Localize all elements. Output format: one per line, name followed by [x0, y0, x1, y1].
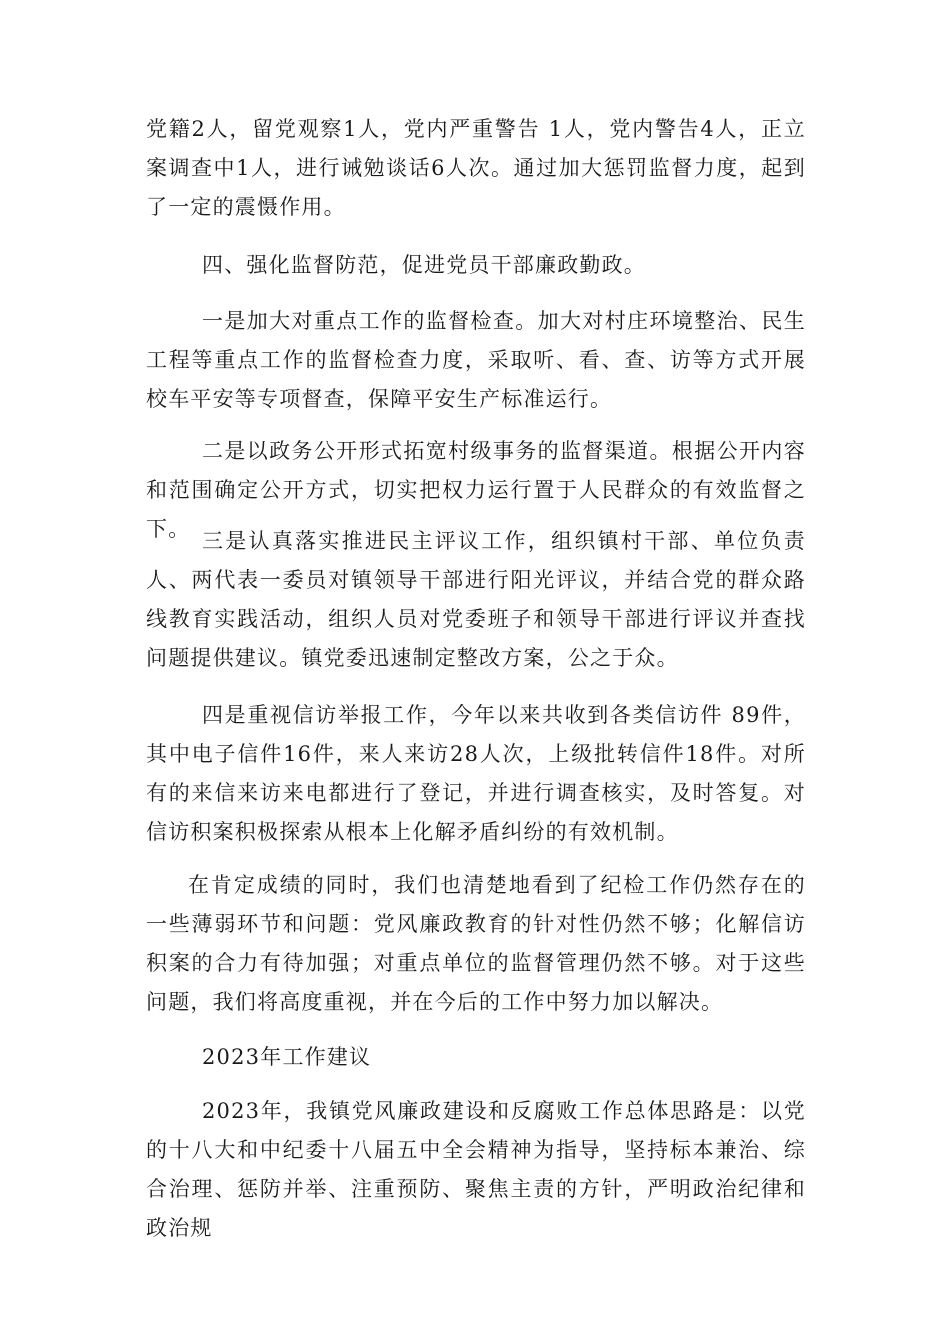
section-heading-2023: 2023年工作建议: [202, 1045, 372, 1069]
paragraph-item-three: 三是认真落实推进民主评议工作，组织镇村干部、单位负责人、两代表一委员对镇领导干部进行阳光评议，并结合党的群众路线教育实践活动，组织人员对党委班子和领导干部进行评议并查找问题提供建议。镇党委迅速制定整改方案，公之于众。: [146, 529, 806, 670]
paragraph-item-two: 二是以政务公开形式拓宽村级事务的监督渠道。根据公开内容和范围确定公开方式，切实把权力运行置于人民群众的有效监督之下。: [146, 439, 806, 541]
section-heading-four: 四、强化监督防范，促进党员干部廉政勤政。: [202, 253, 646, 277]
paragraph-item-four: 四是重视信访举报工作，今年以来共收到各类信访件 89件，其中电子信件16件，来人来访28人次，上级批转信件18件。对所有的来信来访来电都进行了登记，并进行调查核实，及时答复。对信访积案积极探索从根本上化解矛盾纠纷的有效机制。: [146, 703, 806, 844]
paragraph-discipline-results: 党籍2人，留党观察1人，党内严重警告 1人，党内警告4人，正立案调查中1人，进行诫勉谈话6人次。通过加大惩罚监督力度，起到了一定的震慑作用。: [146, 117, 806, 219]
paragraph-item-one: 一是加大对重点工作的监督检查。加大对村庄环境整治、民生工程等重点工作的监督检查力度，采取听、看、查、访等方式开展校车平安等专项督查，保障平安生产标准运行。: [146, 309, 806, 411]
paragraph-shortcomings: 在肯定成绩的同时，我们也清楚地看到了纪检工作仍然存在的一些薄弱环节和问题：党风廉政教育的针对性仍然不够；化解信访积案的合力有待加强；对重点单位的监督管理仍然不够。对于这些问题，我们将高度重视，并在今后的工作中努力加以解决。: [146, 873, 806, 1014]
paragraph-2023-plan: 2023年，我镇党风廉政建设和反腐败工作总体思路是：以党的十八大和中纪委十八届五中全会精神为指导，坚持标本兼治、综合治理、惩防并举、注重预防、聚焦主责的方针，严明政治纪律和政治规: [146, 1099, 806, 1240]
